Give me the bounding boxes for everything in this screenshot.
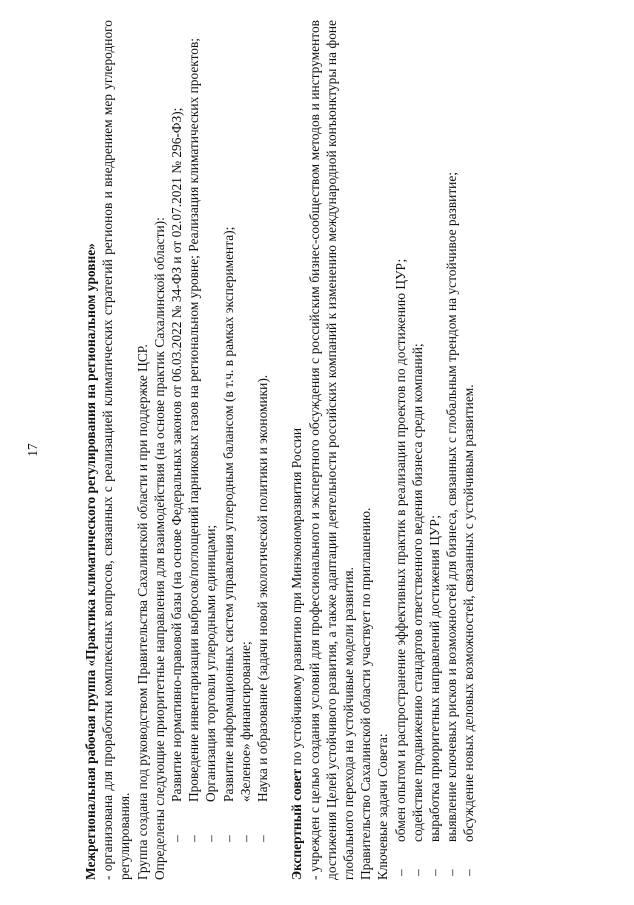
- list-item: – Развитие информационных систем управления углеродным балансом (в т.ч. в рамках эксперимента);: [220, 226, 236, 842]
- section1-created-by: Группа создана под руководством Правительства Сахалинской области и при поддержке ЦСР.: [134, 344, 150, 880]
- dash-marker: –: [255, 835, 271, 842]
- section2-title-rest: по устойчивому развитию при Минэкономразвития России: [289, 427, 305, 769]
- section-spacer: [271, 20, 288, 880]
- dash-marker: –: [220, 835, 236, 842]
- section2-intro: - учрежден с целью создания условий для профессионального и экспертного обсуждения с российским бизнес-сообществом методов и инструментов достижения Целей устойчивого развития, а также адаптации деятельности российских компаний к изменению международной конъюнктуры на фоне глобального перехода на устойчивые модели развития.: [306, 20, 357, 880]
- rotated-page-content: [25, 20, 622, 880]
- dash-marker: –: [444, 869, 460, 876]
- list-item: – «Зеленое» финансирование;: [237, 641, 253, 842]
- list-item: – Наука и образование (задачи новой экологической политики и экономики).: [255, 374, 271, 842]
- dash-marker: –: [392, 869, 408, 876]
- dash-marker: –: [237, 835, 253, 842]
- section2-title-bold: Экспертный совет: [289, 768, 305, 880]
- section2-participation: Правительство Сахалинской области участвует по приглашению.: [358, 507, 374, 880]
- list-item: – обсуждение новых деловых возможностей, связанных с устойчивым развитием.: [461, 384, 477, 876]
- dash-marker: –: [203, 835, 219, 842]
- list-item: – выявление ключевых рисков и возможностей для бизнеса, связанных с глобальным трендом на устойчивое развитие;: [444, 171, 460, 876]
- dash-marker: –: [461, 869, 477, 876]
- section1-title: Межрегиональная рабочая группа «Практика климатического регулирования на региональном уровне»: [83, 243, 98, 880]
- dash-marker: –: [427, 869, 443, 876]
- dash-marker: –: [169, 835, 185, 842]
- dash-marker: –: [186, 835, 202, 842]
- list-item: – Проведение инвентаризации выбросов/поглощений парниковых газов на региональном уровне; Реализация климатических проектов;: [186, 37, 202, 842]
- section2-title: [288, 20, 305, 880]
- section2-tasks-lead: Ключевые задачи Совета:: [375, 733, 391, 880]
- list-item: – выработка приоритетных направлений достижения ЦУР;: [427, 514, 443, 876]
- list-item: – содействие продвижению стандартов ответственного ведения бизнеса среди компаний;: [409, 343, 425, 876]
- section2-tasks-list: [392, 20, 478, 880]
- section1-directions-list: [168, 20, 271, 880]
- page-number: 17: [25, 443, 40, 457]
- list-item: – Организация торговли углеродными единицами;: [203, 524, 219, 842]
- section1-directions-lead: Определены следующие приоритетные направления для взаимодействия (на основе практик Сахалинской области):: [151, 217, 167, 880]
- list-item: – обмен опытом и распространение эффективных практик в реализации проектов по достижению ЦУР;: [392, 258, 408, 876]
- dash-marker: –: [409, 869, 425, 876]
- list-item: – Развитие нормативно-правовой базы (на основе Федеральных законов от 06.03.2022 № 34-ФЗ и от 02.07.2021 № 296-ФЗ);: [169, 107, 185, 842]
- section1-intro: - организована для проработки комплексных вопросов, связанных с реализацией климатических стратегий регионов и внедрением мер углеродного регулирования.: [100, 20, 133, 880]
